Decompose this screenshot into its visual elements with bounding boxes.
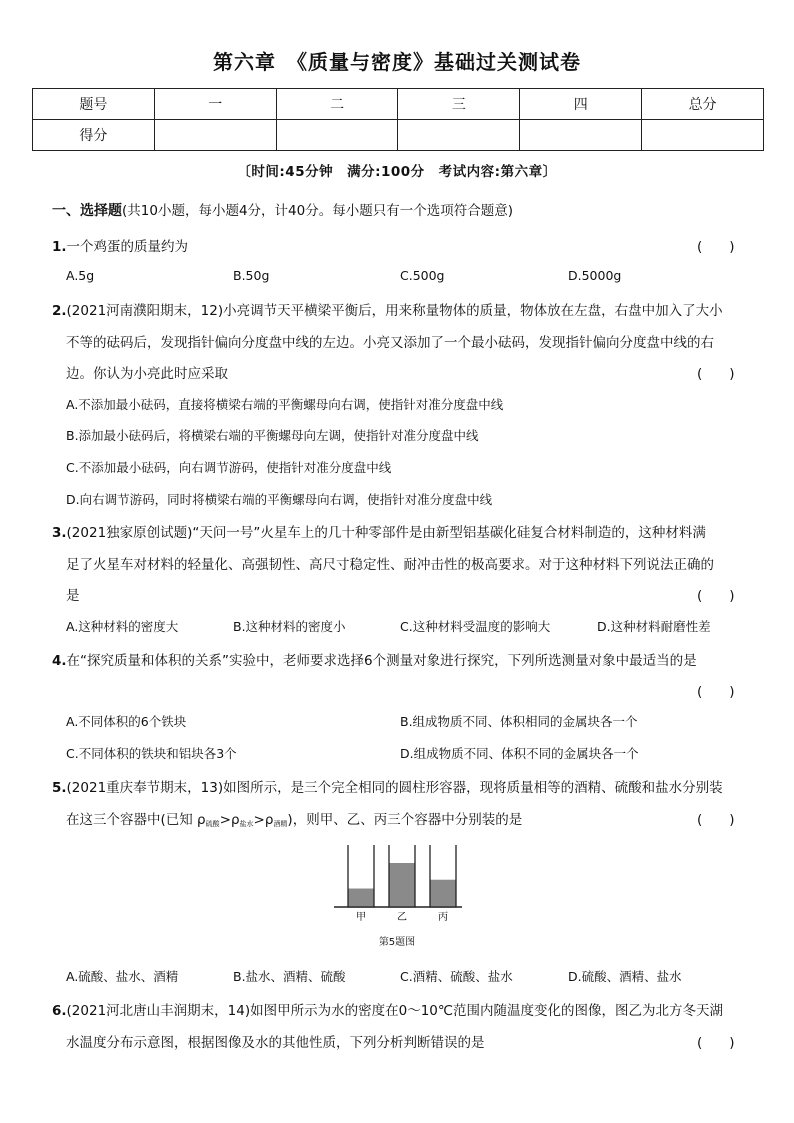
- table-cell: 得分: [33, 120, 155, 151]
- table-cell: 二: [276, 89, 398, 120]
- score-cell[interactable]: [642, 120, 764, 151]
- section-heading: [52, 199, 513, 220]
- option-c[interactable]: C.这种材料受温度的影响大: [400, 619, 551, 634]
- question-text: 一个鸡蛋的质量约为: [66, 239, 189, 255]
- section-title: 一、选择题: [52, 203, 122, 219]
- answer-blank[interactable]: ( ): [697, 812, 735, 828]
- option-d[interactable]: D.硫酸、酒精、盐水: [568, 969, 682, 984]
- option-a[interactable]: A.这种材料的密度大: [66, 619, 179, 634]
- option-d[interactable]: D.5000g: [568, 268, 622, 283]
- table-cell: 题号: [33, 89, 155, 120]
- question-text: 在“探究质量和体积的关系”实验中，老师要求选择6个测量对象进行探究，下列所选测量对象中最适当的是: [66, 653, 697, 669]
- question-2: [52, 299, 723, 319]
- question-text: 水温度分布示意图，根据图像及水的其他性质，下列分析判断错误的是: [66, 1035, 485, 1051]
- option-a[interactable]: A.硫酸、盐水、酒精: [66, 969, 179, 984]
- question-text: [66, 808, 522, 829]
- question-text: 足了火星车对材料的轻量化、高强韧性、高尺寸稳定性、耐冲击性的极高要求。对于这种材料下列说法正确的: [66, 557, 714, 573]
- liquid-fill: [430, 880, 456, 907]
- text-segment: >ρ: [219, 812, 240, 828]
- question-number: 4.: [52, 653, 67, 669]
- option-d[interactable]: D.这种材料耐磨性差: [597, 619, 711, 634]
- text-segment: >ρ: [253, 812, 274, 828]
- table-cell: 总分: [642, 89, 764, 120]
- score-cell[interactable]: [154, 120, 276, 151]
- container-label: 丙: [438, 912, 448, 923]
- question-number: 3.: [52, 525, 67, 541]
- container-label: 乙: [397, 912, 407, 923]
- answer-blank[interactable]: ( ): [697, 1035, 735, 1051]
- option-a[interactable]: A.不同体积的6个铁块: [66, 714, 187, 729]
- score-cell[interactable]: [398, 120, 520, 151]
- question-number: 6.: [52, 1003, 67, 1019]
- question-text: (2021河南濮阳期末，12)小亮调节天平横梁平衡后，用来称量物体的质量，物体放在左盘，右盘中加入了大小: [66, 303, 723, 319]
- question-6: [52, 999, 723, 1019]
- question-number: 1.: [52, 239, 67, 255]
- answer-blank[interactable]: ( ): [697, 366, 735, 382]
- option-b[interactable]: B.50g: [233, 268, 270, 283]
- question-text: (2021河北唐山丰润期末，14)如图甲所示为水的密度在0～10℃范围内随温度变化的图像，图乙为北方冬天湖: [66, 1003, 724, 1019]
- option-c[interactable]: C.不同体积的铁块和铝块各3个: [66, 746, 237, 761]
- option-a[interactable]: A.5g: [66, 268, 95, 283]
- containers-svg: [334, 843, 462, 923]
- table-cell: 三: [398, 89, 520, 120]
- answer-blank[interactable]: ( ): [697, 588, 735, 604]
- section-note: (共10小题，每小题4分，计40分。每小题只有一个选项符合题意): [122, 203, 513, 219]
- exam-meta: 〔时间:45分钟 满分:100分 考试内容:第六章〕: [237, 164, 557, 180]
- score-table: [32, 88, 764, 151]
- table-cell: 四: [520, 89, 642, 120]
- question-5: [52, 776, 723, 796]
- container-figure: [334, 843, 462, 927]
- question-text: (2021重庆奉节期末，13)如图所示，是三个完全相同的圆柱形容器，现将质量相等的酒精、硫酸和盐水分别装: [66, 780, 723, 796]
- question-number: 5.: [52, 780, 67, 796]
- figure-caption: 第5题图: [378, 937, 416, 948]
- option-b[interactable]: B.组成物质不同、体积相同的金属块各一个: [400, 714, 638, 729]
- question-number: 2.: [52, 303, 67, 319]
- answer-blank[interactable]: ( ): [697, 239, 735, 255]
- container-label: 甲: [356, 912, 366, 923]
- option-b[interactable]: B.这种材料的密度小: [233, 619, 346, 634]
- answer-blank[interactable]: ( ): [697, 684, 735, 700]
- option-c[interactable]: C.不添加最小砝码，向右调节游码，使指针对准分度盘中线: [66, 460, 392, 475]
- option-d[interactable]: D.向右调节游码，同时将横梁右端的平衡螺母向右调，使指针对准分度盘中线: [66, 492, 493, 507]
- question-1: [52, 235, 188, 255]
- score-cell[interactable]: [276, 120, 398, 151]
- question-text: 边。你认为小亮此时应采取: [66, 366, 228, 382]
- question-text: (2021独家原创试题)“天问一号”火星车上的几十种零部件是由新型铝基碳化硅复合材料制造的，这种材料满: [66, 525, 706, 541]
- question-4: [52, 649, 697, 669]
- table-row: [33, 89, 764, 120]
- liquid-fill: [348, 889, 374, 907]
- option-d[interactable]: D.组成物质不同、体积不同的金属块各一个: [400, 746, 639, 761]
- option-c[interactable]: C.酒精、硫酸、盐水: [400, 969, 513, 984]
- liquid-fill: [389, 863, 415, 907]
- text-segment: 在这三个容器中(已知 ρ: [66, 812, 206, 828]
- subscript: 盐水: [239, 820, 254, 828]
- option-b[interactable]: B.添加最小砝码后，将横梁右端的平衡螺母向左调，使指针对准分度盘中线: [66, 428, 479, 443]
- question-3: [52, 521, 706, 541]
- text-segment: )，则甲、乙、丙三个容器中分别装的是: [287, 812, 523, 828]
- subscript: 硫酸: [205, 820, 220, 828]
- question-text: 不等的砝码后，发现指针偏向分度盘中线的左边。小亮又添加了一个最小砝码，发现指针偏向分度盘中线的右: [66, 335, 714, 351]
- option-b[interactable]: B.盐水、酒精、硫酸: [233, 969, 346, 984]
- option-a[interactable]: A.不添加最小砝码，直接将横梁右端的平衡螺母向右调，使指针对准分度盘中线: [66, 397, 504, 412]
- table-cell: 一: [154, 89, 276, 120]
- table-row: [33, 120, 764, 151]
- subscript: 酒精: [273, 820, 288, 828]
- option-c[interactable]: C.500g: [400, 268, 445, 283]
- question-text: 是: [66, 588, 80, 604]
- score-cell[interactable]: [520, 120, 642, 151]
- page-title: 第六章 《质量与密度》基础过关测试卷: [213, 50, 581, 74]
